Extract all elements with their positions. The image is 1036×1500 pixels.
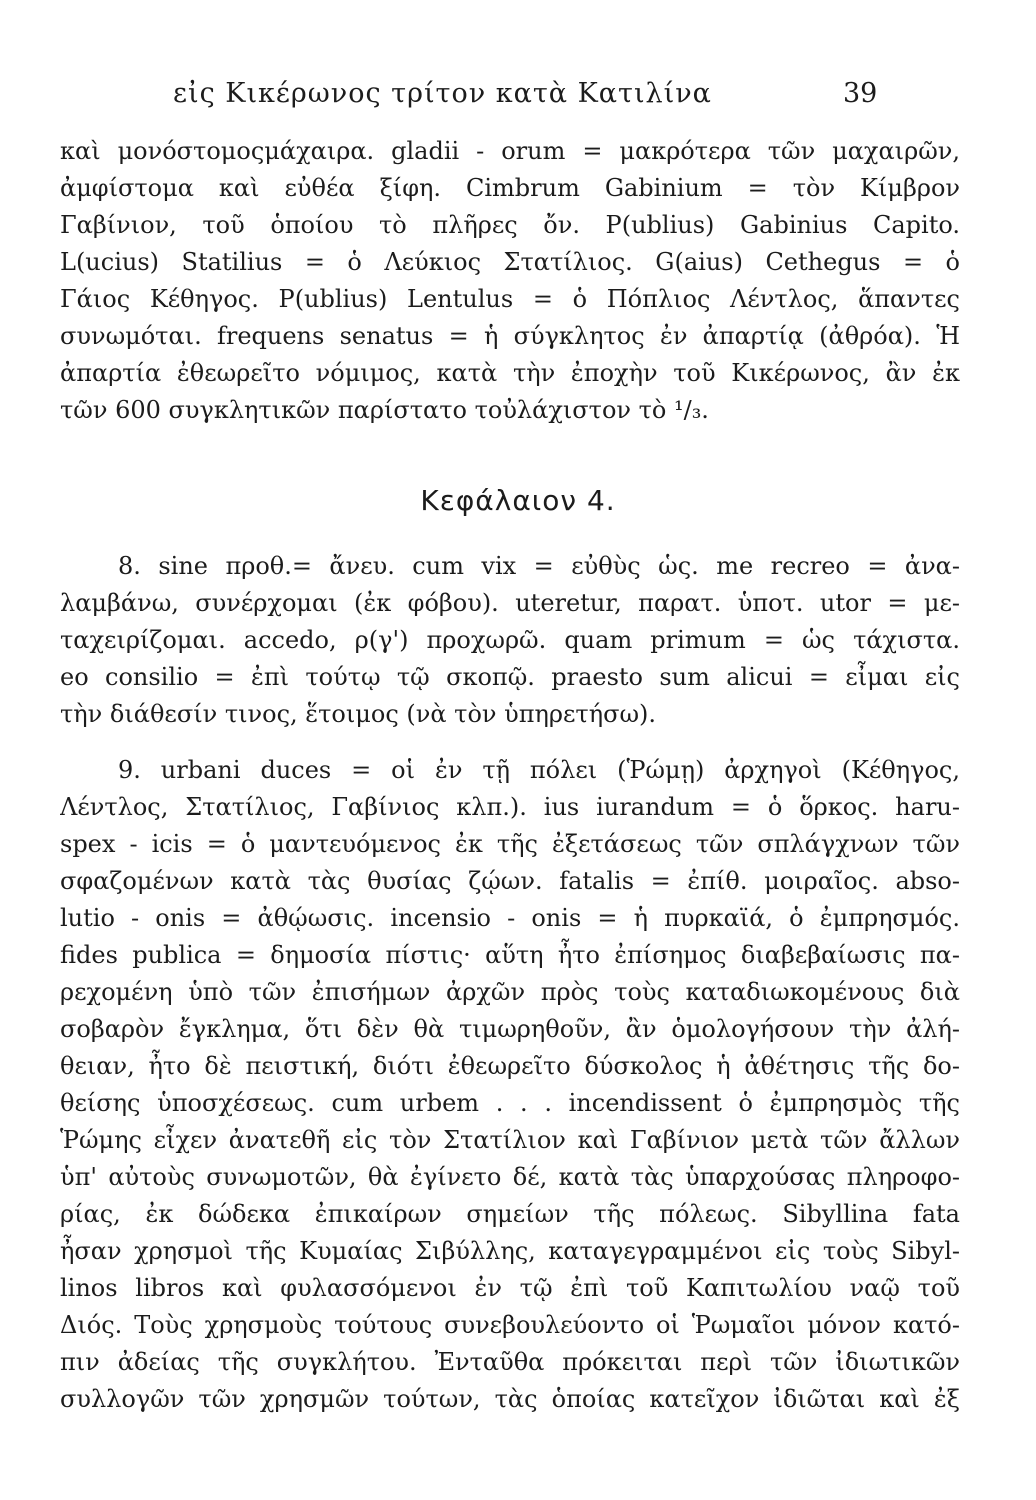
intro-paragraph	[60, 133, 960, 429]
text-line: Ῥώμης εἶχεν ἀνατεθῆ εἰς τὸν Στατίλιον καὶ Γαβίνιον μετὰ τῶν ἄλλων	[60, 1126, 960, 1154]
text-line: θείσης ὑποσχέσεως. cum urbem . . . incendissent ὁ ἐμπρησμὸς τῆς	[60, 1089, 960, 1117]
text-line: ἦσαν χρησμοὶ τῆς Κυμαίας Σιβύλλης, καταγεγραμμένοι εἰς τοὺς Sibyl-	[60, 1237, 960, 1265]
text-line: ἀπαρτία ἐθεωρεῖτο νόμιμος, κατὰ τὴν ἐποχὴν τοῦ Κικέρωνος, ἂν ἐκ	[60, 359, 960, 387]
running-title: εἰς Κικέρωνος τρίτον κατὰ Κατιλίνα	[173, 78, 712, 109]
text-line: θειαν, ἦτο δὲ πειστική, διότι ἐθεωρεῖτο δύσκολος ἡ ἀθέτησις τῆς δο-	[60, 1052, 960, 1080]
paragraph-8	[60, 548, 960, 733]
text-line: λαμβάνω, συνέρχομαι (ἐκ φόβου). uteretur, παρατ. ὑποτ. utor = με-	[60, 589, 960, 617]
text-line: 9. urbani duces = οἱ ἐν τῇ πόλει (Ῥώμῃ) ἀρχηγοὶ (Κέθηγος,	[118, 756, 960, 784]
text-line: σφαζομένων κατὰ τὰς θυσίας ζῴων. fatalis = ἐπίθ. μοιραῖος. abso-	[60, 867, 960, 895]
text-line: 8. sine προθ.= ἄνευ. cum vix = εὐθὺς ὡς. me recreo = ἀνα-	[118, 552, 960, 580]
text-line: Γάιος Κέθηγος. P(ublius) Lentulus = ὁ Πόπλιος Λέντλος, ἅπαντες	[60, 285, 960, 313]
text-line: Γαβίνιον, τοῦ ὁποίου τὸ πλῆρες ὄν. P(ublius) Gabinius Capito.	[60, 211, 960, 239]
text-line: πιν ἀδείας τῆς συγκλήτου. Ἐνταῦθα πρόκειται περὶ τῶν ἰδιωτικῶν	[60, 1348, 960, 1376]
text-line: Λέντλος, Στατίλιος, Γαβίνιος κλπ.). ius iurandum = ὁ ὅρκος. haru-	[60, 793, 960, 821]
text-line: spex - icis = ὁ μαντευόμενος ἐκ τῆς ἐξετάσεως τῶν σπλάγχνων τῶν	[60, 830, 960, 858]
text-line: fides publica = δημοσία πίστις· αὕτη ἦτο ἐπίσημος διαβεβαίωσις πα-	[60, 941, 960, 969]
text-line: linos libros καὶ φυλασσόμενοι ἐν τῷ ἐπὶ τοῦ Καπιτωλίου ναῷ τοῦ	[60, 1274, 960, 1302]
text-line: ἀμφίστομα καὶ εὐθέα ξίφη. Cimbrum Gabinium = τὸν Κίμβρον	[60, 174, 960, 202]
text-line: ρίας, ἐκ δώδεκα ἐπικαίρων σημείων τῆς πόλεως. Sibyllina fata	[60, 1200, 960, 1228]
text-line: τὴν διάθεσίν τινος, ἕτοιμος (νὰ τὸν ὑπηρετήσω).	[60, 700, 657, 728]
chapter-heading: Κεφάλαιον 4.	[420, 484, 616, 517]
text-line: Διός. Τοὺς χρησμοὺς τούτους συνεβουλεύοντο οἱ Ῥωμαῖοι μόνον κατό-	[60, 1311, 960, 1339]
text-line: lutio - onis = ἀθῴωσις. incensio - onis = ἡ πυρκαϊά, ὁ ἐμπρησμός.	[60, 904, 960, 932]
text-line: L(ucius) Statilius = ὁ Λεύκιος Στατίλιος. G(aius) Cethegus = ὁ	[60, 248, 960, 276]
text-line: καὶ μονόστομοςμάχαιρα. gladii - orum = μακρότερα τῶν μαχαιρῶν,	[60, 137, 960, 165]
text-line: eo consilio = ἐπὶ τούτῳ τῷ σκοπῷ. praesto sum alicui = εἶμαι εἰς	[60, 663, 960, 691]
text-line: ὑπ' αὐτοὺς συνωμοτῶν, θὰ ἐγίνετο δέ, κατὰ τὰς ὑπαρχούσας πληροφο-	[60, 1163, 960, 1191]
text-line: ταχειρίζομαι. accedo, ρ(γ') προχωρῶ. quam primum = ὡς τάχιστα.	[60, 626, 960, 654]
text-line: συνωμόται. frequens senatus = ἡ σύγκλητος ἐν ἀπαρτίᾳ (ἀθρόα). Ἡ	[60, 322, 960, 350]
text-line: τῶν 600 συγκλητικῶν παρίστατο τοὐλάχιστον τὸ ¹/₃.	[60, 396, 709, 424]
text-line: συλλογῶν τῶν χρησμῶν τούτων, τὰς ὁποίας κατεῖχον ἰδιῶται καὶ ἐξ	[60, 1385, 960, 1413]
paragraph-9	[60, 752, 960, 1418]
page-number: 39	[843, 78, 878, 109]
text-line: ρεχομένη ὑπὸ τῶν ἐπισήμων ἀρχῶν πρὸς τοὺς καταδιωκομένους διὰ	[60, 978, 960, 1006]
text-line: σοβαρὸν ἔγκλημα, ὅτι δὲν θὰ τιμωρηθοῦν, ἂν ὁμολογήσουν τὴν ἀλή-	[60, 1015, 960, 1043]
